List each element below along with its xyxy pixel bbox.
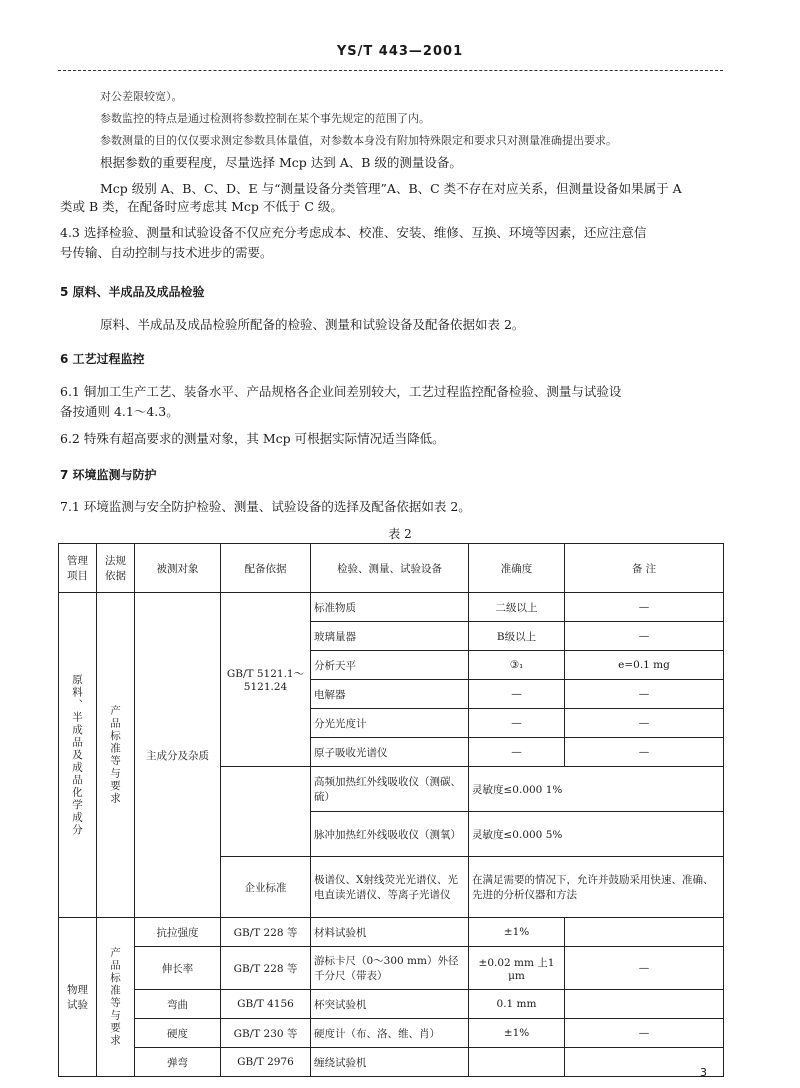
equipment-cell: 极谱仪、X射线荧光光谱仪、光电直读光谱仪、等离子光谱仪 — [311, 857, 469, 918]
equipment-cell: 高频加热红外线吸收仪（测碳、硫） — [311, 767, 469, 812]
accuracy-cell: ③₁ — [469, 651, 565, 680]
paragraph: 参数监控的特点是通过检测将参数控制在某个事先规定的范围了内。 — [100, 112, 430, 125]
measured-object-cell: 抗拉强度 — [135, 918, 221, 947]
column-header: 管理项目 — [59, 544, 97, 593]
section-heading: 5 原料、半成品及成品检验 — [60, 285, 205, 299]
management-item-cell: 原料、半成品及成品化学成分 — [59, 593, 97, 918]
column-header: 法规依据 — [97, 544, 135, 593]
equipment-cell: 电解器 — [311, 680, 469, 709]
note-cell: 灵敏度≤0.000 1% — [469, 767, 724, 812]
reference-cell: GB/T 5121.1～5121.24 — [221, 593, 311, 767]
accuracy-cell: B级以上 — [469, 622, 565, 651]
equipment-cell: 分析天平 — [311, 651, 469, 680]
measured-object-cell: 主成分及杂质 — [135, 593, 221, 918]
page-number: 3 — [700, 1066, 707, 1079]
paragraph: 原料、半成品及成品检验所配备的检验、测量和试验设备及配备依据如表 2。 — [100, 317, 525, 332]
column-header: 准确度 — [469, 544, 565, 593]
equipment-cell: 标准物质 — [311, 593, 469, 622]
equipment-cell: 缠绕试验机 — [311, 1048, 469, 1077]
equipment-cell: 杯突试验机 — [311, 990, 469, 1019]
header-rule — [58, 70, 723, 71]
note-cell: — — [565, 947, 724, 990]
reference-cell: GB/T 2976 — [221, 1048, 311, 1077]
table-row — [59, 1048, 724, 1077]
column-header: 备 注 — [565, 544, 724, 593]
paragraph: 4.3 选择检验、测量和试验设备不仅应充分考虑成本、校准、安装、维修、互换、环境等因素，还应注意信 — [60, 225, 647, 240]
accuracy-cell: — — [469, 680, 565, 709]
column-header: 检验、测量、试验设备 — [311, 544, 469, 593]
accuracy-cell: — — [469, 709, 565, 738]
note-cell: — — [565, 709, 724, 738]
equipment-cell: 硬度计（布、洛、维、肖） — [311, 1019, 469, 1048]
reference-cell — [221, 767, 311, 857]
measured-object-cell: 硬度 — [135, 1019, 221, 1048]
note-cell: e=0.1 mg — [565, 651, 724, 680]
paragraph: 备按通则 4.1～4.3。 — [60, 404, 179, 419]
paragraph: 6.2 特殊有超高要求的测量对象，其 Mcp 可根据实际情况适当降低。 — [60, 431, 445, 446]
management-item-cell: 物理试验 — [59, 918, 97, 1077]
equipment-cell: 游标卡尺（0～300 mm）外径千分尺（带表） — [311, 947, 469, 990]
paragraph: 号传输、自动控制与技术进步的需要。 — [60, 245, 273, 260]
equipment-cell: 脉冲加热红外线吸收仪（测氧） — [311, 812, 469, 857]
paragraph: 6.1 铜加工生产工艺、装备水平、产品规格各企业间差别较大，工艺过程监控配备检验、测量与试验设 — [60, 384, 622, 399]
equipment-cell: 原子吸收光谱仪 — [311, 738, 469, 767]
note-cell: — — [565, 622, 724, 651]
note-cell: 在满足需要的情况下，允许并鼓励采用快速、准确、先进的分析仪器和方法 — [469, 857, 724, 918]
table-row — [59, 990, 724, 1019]
table-row — [59, 947, 724, 990]
column-header: 配备依据 — [221, 544, 311, 593]
accuracy-cell: ±1% — [469, 1019, 565, 1048]
paragraph: 7.1 环境监测与安全防护检验、测量、试验设备的选择及配备依据如表 2。 — [60, 499, 471, 514]
equipment-cell: 玻璃量器 — [311, 622, 469, 651]
table-2 — [58, 543, 724, 1077]
table-row — [59, 918, 724, 947]
standard-code-header: YS/T 443—2001 — [336, 44, 464, 59]
paragraph: 参数测量的目的仅仅要求测定参数具体量值，对参数本身没有附加特殊限定和要求只对测量准确提出要求。 — [100, 134, 617, 147]
accuracy-cell — [469, 1048, 565, 1077]
table-header-row — [59, 544, 724, 593]
accuracy-cell: 0.1 mm — [469, 990, 565, 1019]
regulation-basis-cell: 产品标准等与要求 — [97, 593, 135, 918]
reference-cell: 企业标准 — [221, 857, 311, 918]
column-header: 被测对象 — [135, 544, 221, 593]
measured-object-cell: 弯曲 — [135, 990, 221, 1019]
note-cell: — — [565, 680, 724, 709]
paragraph: 类或 B 类，在配备时应考虑其 Mcp 不低于 C 级。 — [60, 199, 343, 214]
equipment-cell: 分光光度计 — [311, 709, 469, 738]
paragraph: 对公差限较宽）。 — [100, 90, 183, 103]
note-cell: — — [565, 593, 724, 622]
note-cell: 灵敏度≤0.000 5% — [469, 812, 724, 857]
paragraph: Mcp 级别 A、B、C、D、E 与“测量设备分类管理”A、B、C 类不存在对应关系，但测量设备如果属于 A — [100, 181, 682, 196]
reference-cell: GB/T 228 等 — [221, 947, 311, 990]
note-cell: — — [565, 1019, 724, 1048]
section-heading: 7 环境监测与防护 — [60, 468, 157, 482]
reference-cell: GB/T 4156 — [221, 990, 311, 1019]
table-row — [59, 593, 724, 622]
accuracy-cell: 二级以上 — [469, 593, 565, 622]
note-cell — [565, 990, 724, 1019]
equipment-cell: 材料试验机 — [311, 918, 469, 947]
regulation-basis-cell: 产品标准等与要求 — [97, 918, 135, 1077]
paragraph: 根据参数的重要程度，尽量选择 Mcp 达到 A、B 级的测量设备。 — [100, 155, 462, 170]
table-caption: 表 2 — [388, 527, 412, 541]
section-heading: 6 工艺过程监控 — [60, 352, 145, 366]
measured-object-cell: 弹弯 — [135, 1048, 221, 1077]
accuracy-cell: ±0.02 mm 上1 μm — [469, 947, 565, 990]
note-cell: — — [565, 738, 724, 767]
accuracy-cell: ±1% — [469, 918, 565, 947]
accuracy-cell: — — [469, 738, 565, 767]
reference-cell: GB/T 228 等 — [221, 918, 311, 947]
table-row — [59, 1019, 724, 1048]
measured-object-cell: 伸长率 — [135, 947, 221, 990]
note-cell — [565, 918, 724, 947]
reference-cell: GB/T 230 等 — [221, 1019, 311, 1048]
